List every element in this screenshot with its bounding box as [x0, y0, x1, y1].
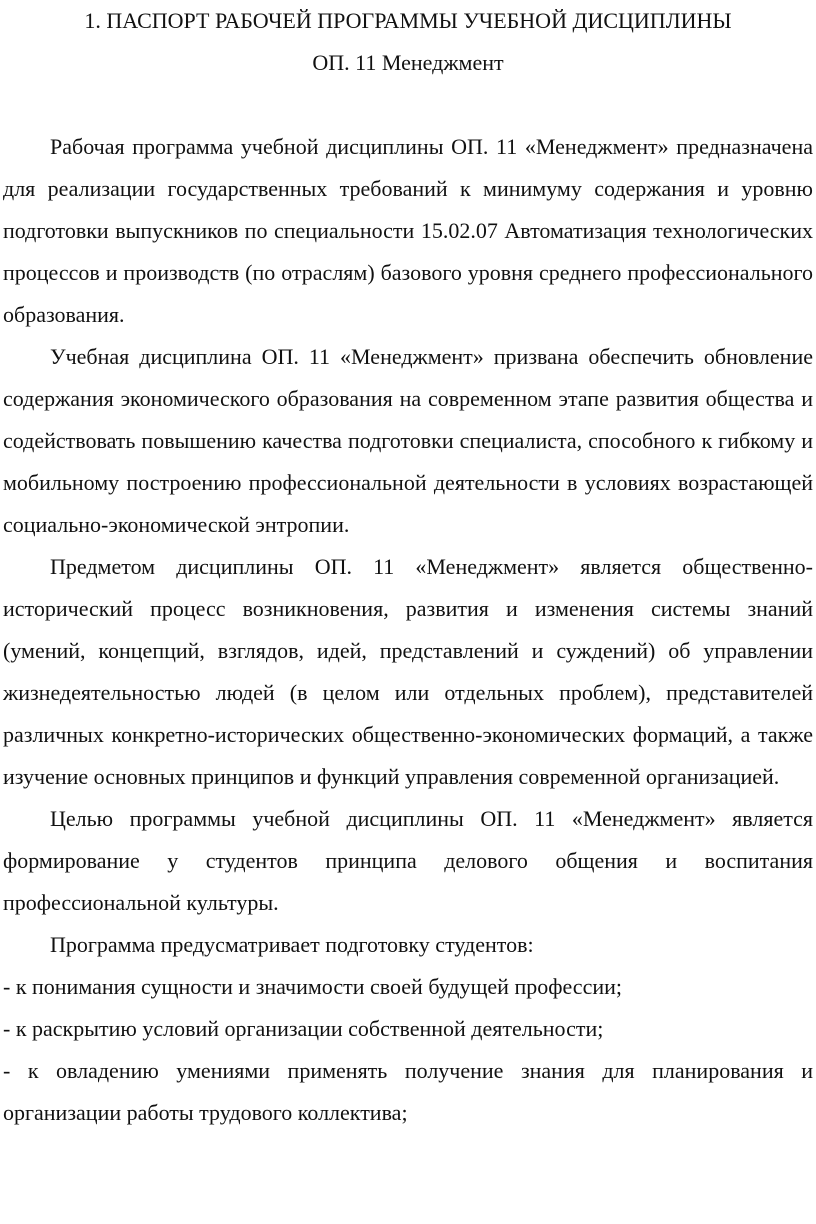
paragraph-mission: Учебная дисциплина ОП. 11 «Менеджмент» призвана обеспечить обновление содержания экономического образования на современном этапе развития общества и содействовать повышению качества подготовки специалиста, способного к гибкому и мобильному построению профессиональной деятельности в условиях возрастающей социально-экономической энтропии. — [3, 344, 813, 537]
document-subheading: ОП. 11 Менеджмент — [312, 50, 504, 75]
paragraph-preparation-intro: Программа предусматривает подготовку студентов: — [50, 932, 534, 957]
list-item: - к раскрытию условий организации собственной деятельности; — [3, 1016, 604, 1041]
spacer — [3, 84, 813, 126]
document-heading: 1. ПАСПОРТ РАБОЧЕЙ ПРОГРАММЫ УЧЕБНОЙ ДИСЦИПЛИНЫ — [84, 8, 732, 33]
paragraph-purpose: Рабочая программа учебной дисциплины ОП. 11 «Менеджмент» предназначена для реализации государственных требований к минимуму содержания и уровню подготовки выпускников по специальности 15.02.07 Автоматизация технологических процессов и производств (по отраслям) базового уровня среднего профессионального образования. — [3, 134, 813, 327]
list-item: - к овладению умениями применять получение знания для планирования и организации работы трудового коллектива; — [3, 1058, 813, 1125]
paragraph-goal: Целью программы учебной дисциплины ОП. 11 «Менеджмент» является формирование у студентов принципа делового общения и воспитания профессиональной культуры. — [3, 806, 813, 915]
list-item: - к понимания сущности и значимости своей будущей профессии; — [3, 974, 622, 999]
paragraph-subject: Предметом дисциплины ОП. 11 «Менеджмент» является общественно-исторический процесс возникновения, развития и изменения системы знаний (умений, концепций, взглядов, идей, представлений и суждений) об управлении жизнедеятельностью людей (в целом или отдельных проблем), представителей различных конкретно-исторических общественно-экономических формаций, а также изучение основных принципов и функций управления современной организацией. — [3, 554, 813, 789]
